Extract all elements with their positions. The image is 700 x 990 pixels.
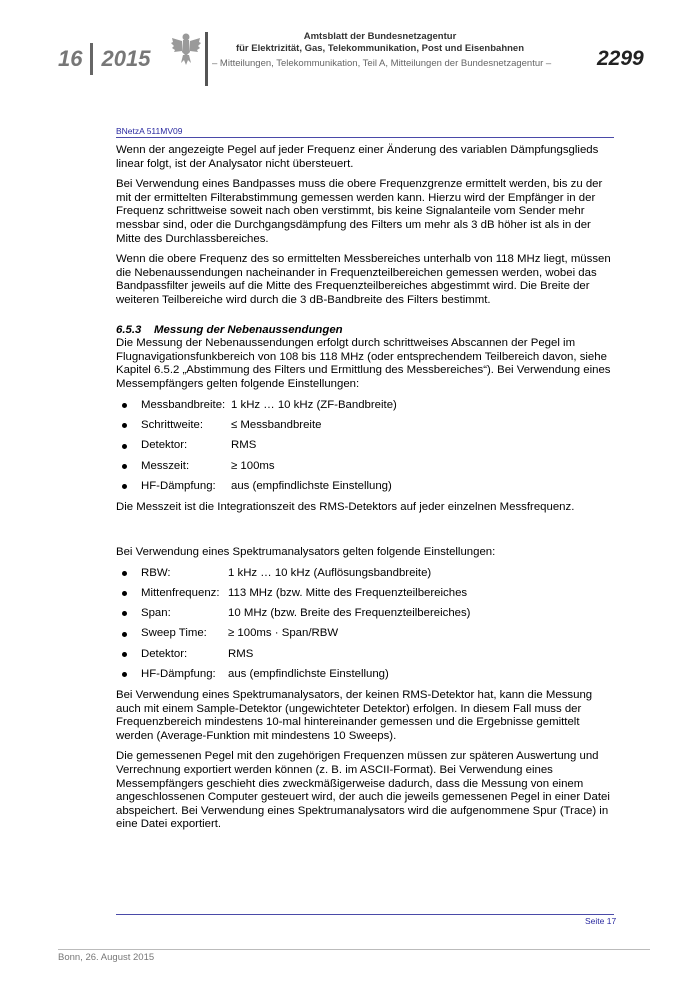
paragraph: Bei Verwendung eines Spektrumanalysators gelten folgende Einstellungen: <box>116 545 496 558</box>
paragraph: Bei Verwendung eines Bandpasses muss die obere Frequenzgrenze ermittelt werden, bis zu der mit der ermittelten Filterabstimmung gemessen werden kann. Hierzu wird der Empfänger in der Frequenz schrittweise soweit nach oben verstimmt, bis keine Signalanteile vom Sender mehr messbar sind, oder die Durchgangsdämpfung des Filters um mehr als 3 dB höher ist als in der Mitte des Durchlassbereiches. <box>116 178 603 245</box>
section-number: 6.5.3 <box>116 323 142 336</box>
gazette-subtitle: für Elektrizität, Gas, Telekommunikation, Post und Eisenbahnen <box>235 43 525 54</box>
footer-date: Bonn, 26. August 2015 <box>58 952 155 963</box>
list-item <box>116 563 616 583</box>
setting-value: ≥ 100ms <box>231 459 275 472</box>
setting-label: Detektor: <box>141 439 188 452</box>
paragraph: Bei Verwendung eines Spektrumanalysators, der keinen RMS-Detektor hat, kann die Messung auch mit einem Sample-Detektor (ungewichteter Detektor) erfolgen. In diesem Fall muss der Frequenzbereich mindestens 10-mal hintereinander gemessen und die Ergebnisse gemittelt werden (Average-Funktion mit mindestens 10 Sweeps). <box>116 688 593 742</box>
setting-value: 113 MHz (bzw. Mitte des Frequenzteilbereiches <box>228 586 468 599</box>
bullet-icon <box>122 652 127 657</box>
paragraph: Wenn die obere Frequenz des so ermittelten Messbereiches unterhalb von 118 MHz liegt, müssen die Nebenaussendungen nacheinander in Frequenzteilbereichen gemessen werden, wobei das Bandpassfilter jeweils auf die Mitte des Frequenzteilbereiches abgestimmt wird. Die Breite der weiteren Teilbereiche wird durch die 3 dB-Bandbreite des Filters bestimmt. <box>116 253 611 306</box>
list-item <box>116 665 616 685</box>
gazette-section: – Mitteilungen, Telekommunikation, Teil A, Mitteilungen der Bundesnetzagentur – <box>212 58 552 69</box>
setting-label: Detektor: <box>141 647 188 660</box>
bullet-icon <box>122 672 127 677</box>
bullet-icon <box>122 632 127 637</box>
setting-label: HF-Dämpfung: <box>141 480 216 493</box>
footer-divider <box>116 914 614 915</box>
section-title: Messung der Nebenaussendungen <box>154 323 343 336</box>
list-item <box>116 477 616 497</box>
issue-separator <box>90 43 93 75</box>
receiver-settings-list <box>116 396 616 497</box>
bullet-icon <box>122 444 127 449</box>
list-item <box>116 604 616 624</box>
bullet-icon <box>122 611 127 616</box>
list-item <box>116 396 616 416</box>
setting-value: 1 kHz … 10 kHz (ZF-Bandbreite) <box>231 398 397 411</box>
setting-value: RMS <box>231 439 257 452</box>
footer-page-label: Seite 17 <box>585 916 617 926</box>
gazette-title: Amtsblatt der Bundesnetzagentur <box>303 31 457 42</box>
bullet-icon <box>122 571 127 576</box>
section-heading <box>116 324 616 338</box>
footer-rule <box>58 949 650 950</box>
bullet-icon <box>122 484 127 489</box>
list-item <box>116 456 616 476</box>
setting-value: 10 MHz (bzw. Breite des Frequenzteilbereiches) <box>228 607 471 620</box>
list-item <box>116 436 616 456</box>
setting-label: Span: <box>141 607 171 620</box>
federal-eagle-icon <box>171 32 201 66</box>
list-item <box>116 416 616 436</box>
setting-label: Messzeit: <box>141 459 190 472</box>
setting-label: HF-Dämpfung: <box>141 668 216 680</box>
bullet-icon <box>122 403 127 408</box>
body-content <box>116 144 616 839</box>
setting-value: ≥ 100ms · Span/RBW <box>228 627 339 640</box>
list-item <box>116 624 616 644</box>
bullet-icon <box>122 591 127 596</box>
paragraph: Wenn der angezeigte Pegel auf jeder Frequenz einer Änderung des variablen Dämpfungsglieds linear folgt, ist der Analysator nicht übersteuert. <box>116 144 599 170</box>
issue-label <box>58 43 150 75</box>
bullet-icon <box>122 423 127 428</box>
paragraph: Die Messung der Nebenaussendungen erfolgt durch schrittweises Abscannen der Pegel im Flugnavigationsfunkbereich von 108 bis 118 MHz (oder entsprechendem Teilbereich davon, siehe Kapitel 6.5.2 „Abstimmung des Filters und Ermittlung des Messbereiches“). Bei Verwendung eines Messempfängers gelten folgende Einstellungen: <box>116 337 611 390</box>
setting-label: Schrittweite: <box>141 419 204 432</box>
spacer <box>116 522 616 546</box>
setting-label: Messbandbreite: <box>141 398 226 411</box>
setting-value: 1 kHz … 10 kHz (Auflösungsbandbreite) <box>228 566 432 579</box>
setting-value: RMS <box>228 647 254 660</box>
setting-value: ≤ Messbandbreite <box>231 419 322 432</box>
list-item <box>116 644 616 664</box>
setting-value: aus (empfindlichste Einstellung) <box>231 480 392 493</box>
setting-label: RBW: <box>141 566 171 579</box>
paragraph: Die gemessenen Pegel mit den zugehörigen Frequenzen müssen zur späteren Auswertung und Verrechnung exportiert werden können (z. B. im ASCII-Format). Bei Verwendung eines Messempfängers geschieht dies zweckmäßigerweise dadurch, dass die Messung von einem angeschlossenen Computer gesteuert wird, der auch die jeweils gemessenen Pegel in einer Datei abspeichert. Bei Verwendung eines Spektrumanalysators wird die aufgenommene Spur (Trace) in eine Datei exportiert. <box>116 750 610 831</box>
setting-label: Mittenfrequenz: <box>141 586 220 599</box>
list-item <box>116 583 616 603</box>
bullet-icon <box>122 464 127 469</box>
gazette-page-number: 2299 <box>597 47 644 70</box>
document-reference: BNetzA 511MV09 <box>116 126 614 138</box>
paragraph: Die Messzeit ist die Integrationszeit des RMS-Detektors auf jeder einzelnen Messfrequenz. <box>116 500 575 513</box>
header-divider <box>205 32 208 86</box>
setting-value: aus (empfindlichste Einstellung) <box>228 668 389 680</box>
analyzer-settings-list <box>116 563 616 685</box>
issue-number: 16 <box>58 46 83 71</box>
issue-year: 2015 <box>101 46 151 71</box>
setting-label: Sweep Time: <box>141 627 207 640</box>
